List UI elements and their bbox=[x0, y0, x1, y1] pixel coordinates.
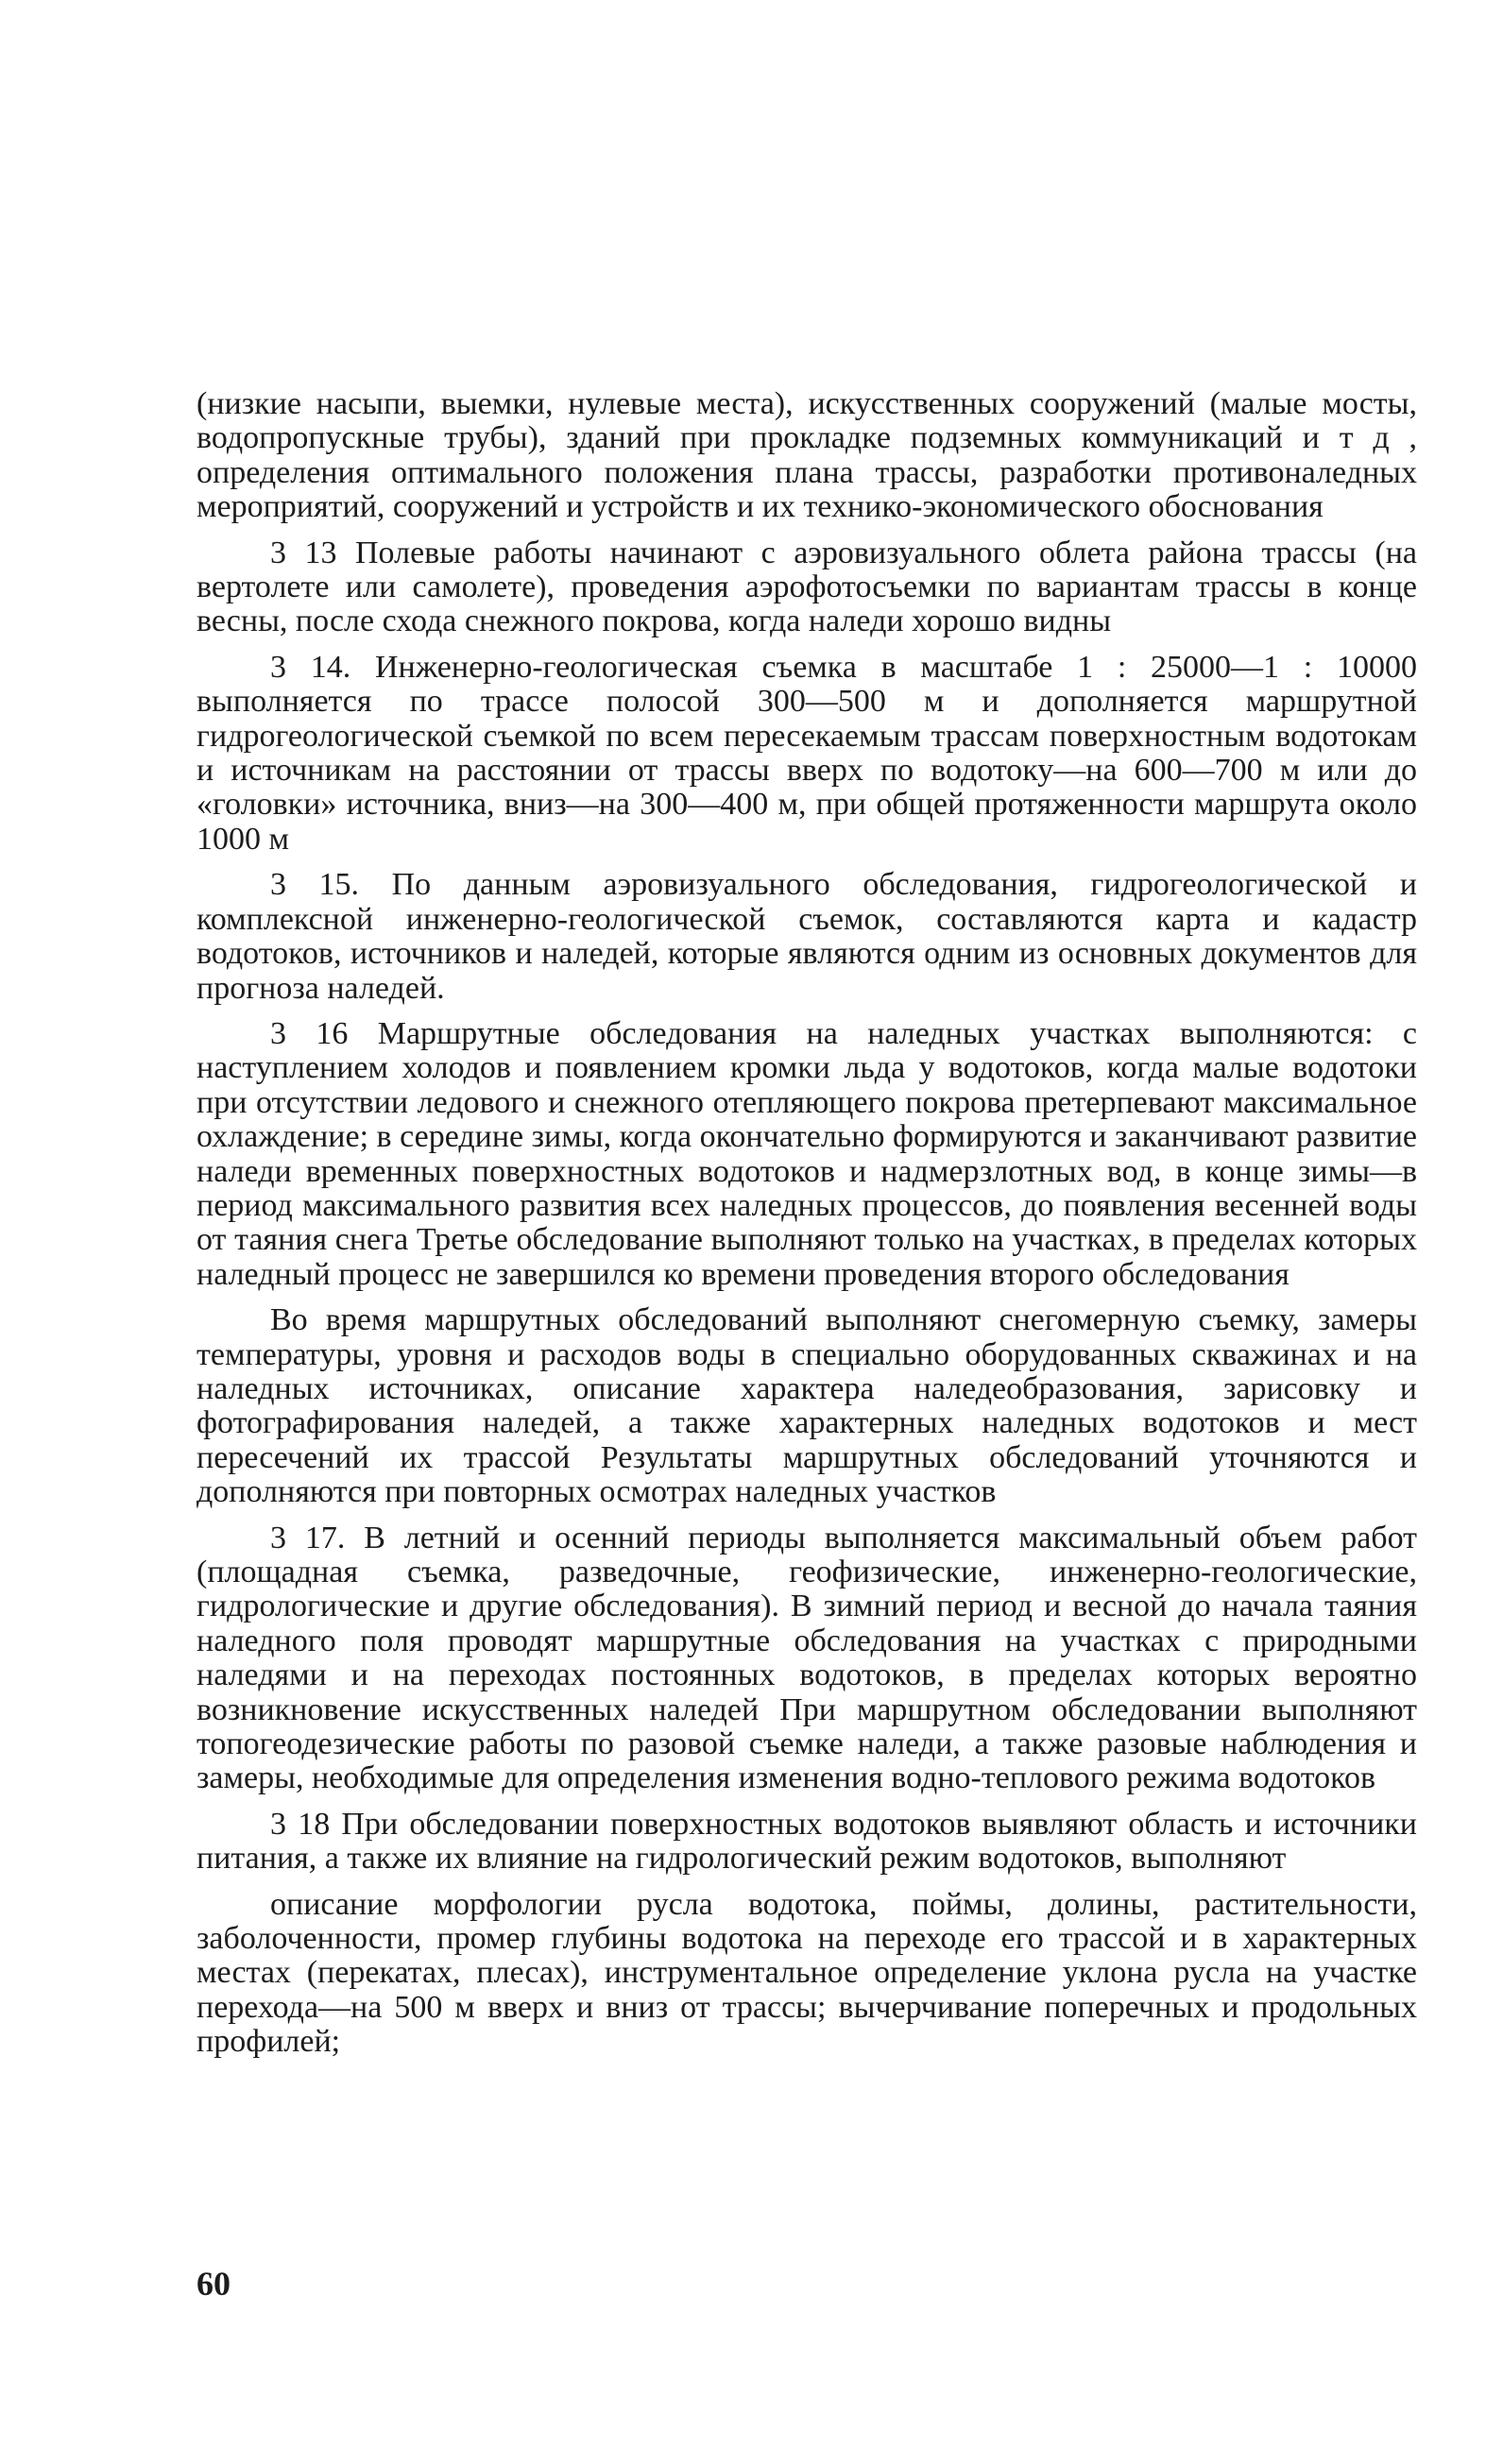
paragraph-route-surveys: Во время маршрутных обследований выполняют снегомерную съемку, замеры температуры, уровня и расходов воды в специально оборудованных скважинах и на наледных источниках, описание характера наледеобразования, зарисовку и фотографирования наледей, а также характерных наледных водотоков и мест пересечений их трассой Результаты маршрутных обследований уточняются и дополняются при повторных осмотрах наледных участков bbox=[196, 1302, 1417, 1510]
paragraph-3-15: 3 15. По данным аэровизуального обследования, гидрогеологической и комплексной инженерно-геологической съемок, составляются карта и кадастр водотоков, источников и наледей, которые являются одним из основных документов для прогноза наледей. bbox=[196, 867, 1417, 1006]
paragraph-3-18: 3 18 При обследовании поверхностных водотоков выявляют область и источники питания, а также их влияние на гидрологический режим водотоков, выполняют bbox=[196, 1806, 1417, 1877]
paragraph-3-17: 3 17. В летний и осенний периоды выполняется максимальный объем работ (площадная съемка, разведочные, геофизические, инженерно-геологические, гидрологические и другие обследования). В зимний период и весной до начала таяния наледного поля проводят маршрутные обследования на участках с природными наледями и на переходах постоянных водотоков, в пределах которых вероятно возникновение искусственных наледей При маршрутном обследовании выполняют топогеодезические работы по разовой съемке наледи, а также разовые наблюдения и замеры, необходимые для определения изменения водно-теплового режима водотоков bbox=[196, 1520, 1417, 1796]
paragraph-3-16: 3 16 Маршрутные обследования на наледных участках выполняются: с наступлением холодов и появлением кромки льда у водотоков, когда малые водотоки при отсутствии ледового и снежного отепляющего покрова претерпевают максимальное охлаждение; в середине зимы, когда окончательно формируются и заканчивают развитие наледи временных поверхностных водотоков и надмерзлотных вод, в конце зимы—в период максимального развития всех наледных процессов, до появления весенней воды от таяния снега Третье обследование выполняют только на участках, в пределах которых наледный процесс не завершился ко времени проведения второго обследования bbox=[196, 1015, 1417, 1292]
page-number: 60 bbox=[196, 2265, 231, 2303]
paragraph-3-14: 3 14. Инженерно-геологическая съемка в масштабе 1 : 25000—1 : 10000 выполняется по трассе полосой 300—500 м и дополняется маршрутной гидрогеологической съемкой по всем пересекаемым трассам поверхностным водотокам и источникам на расстоянии от трассы вверх по водотоку—на 600—700 м или до «головки» источника, вниз—на 300—400 м, при общей протяженности маршрута около 1000 м bbox=[196, 649, 1417, 857]
paragraph-3-13: 3 13 Полевые работы начинают с аэровизуального облета района трассы (на вертолете или самолете), проведения аэрофотосъемки по вариантам трассы в конце весны, после схода снежного покрова, когда наледи хорошо видны bbox=[196, 535, 1417, 639]
body-text bbox=[196, 387, 1417, 2060]
paragraph-continuation: (низкие насыпи, выемки, нулевые места), искусственных сооружений (малые мосты, водопропускные трубы), зданий при прокладке подземных коммуникаций и т д , определения оптимального положения плана трассы, разработки противоналедных мероприятий, сооружений и устройств и их технико-экономического обоснования bbox=[196, 386, 1417, 525]
paragraph-list-item-morphology: описание морфологии русла водотока, поймы, долины, растительности, заболоченности, промер глубины водотока на переходе его трассой и в характерных местах (перекатах, плесах), инструментальное определение уклона русла на участке перехода—на 500 м вверх и вниз от трассы; вычерчивание поперечных и продольных профилей; bbox=[196, 1886, 1417, 2060]
